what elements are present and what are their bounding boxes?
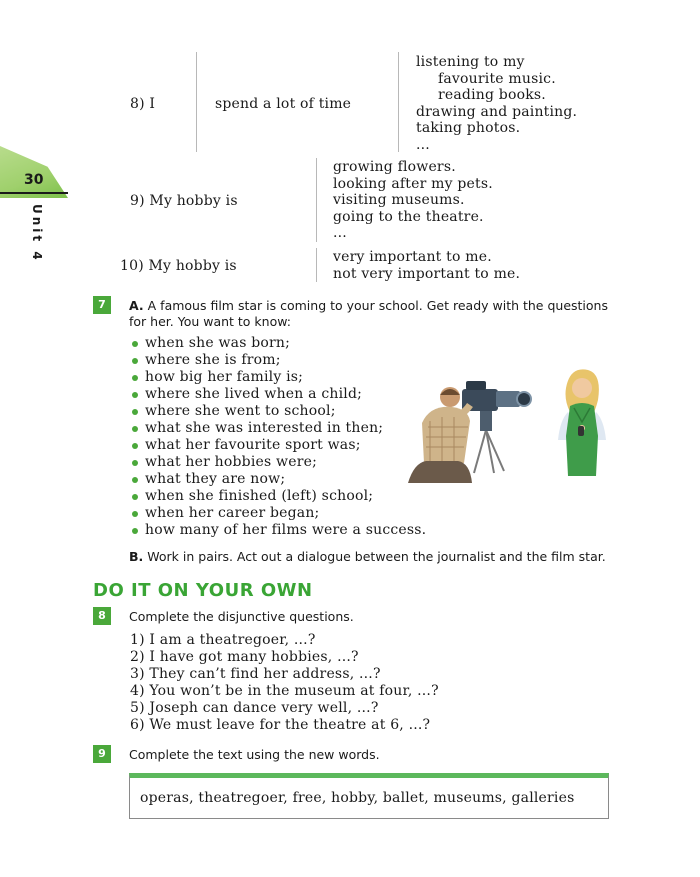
row10-divider: [316, 248, 317, 282]
row8-subject: 8) I: [130, 96, 156, 112]
question-list: [130, 335, 426, 539]
part-a-label: A.: [129, 298, 144, 313]
side-divider: [0, 192, 68, 194]
list-item: how big her family is;: [130, 369, 426, 386]
row8-option: listening to my: [416, 54, 525, 70]
part-b-text: Work in pairs. Act out a dialogue between the journalist and the film star.: [147, 549, 606, 564]
list-item: what she was interested in then;: [130, 420, 426, 437]
list-item: where she lived when a child;: [130, 386, 426, 403]
row9-option: growing flowers.: [333, 159, 456, 175]
section-heading: DO IT ON YOUR OWN: [93, 580, 313, 601]
row9-options: [333, 159, 493, 242]
exercise-7-instruction: [129, 298, 608, 330]
cameraman-illustration: [404, 375, 534, 485]
exercise-9-badge: 9: [93, 745, 111, 763]
list-item: where she went to school;: [130, 403, 426, 420]
row8-option: favourite music.: [438, 70, 556, 87]
list-item: 1) I am a theatregoer, ...?: [130, 632, 316, 648]
list-item: 5) Joseph can dance very well, ...?: [130, 700, 379, 716]
list-item: when her career began;: [130, 505, 426, 522]
row8-divider-2: [398, 52, 399, 152]
row10-subject: 10) My hobby is: [120, 258, 237, 274]
exercise-7-part-b: [129, 549, 606, 564]
row8-option: reading books.: [438, 87, 546, 103]
row10-option: very important to me.: [333, 249, 492, 265]
row8-option: drawing and painting.: [416, 103, 578, 120]
page-number: 30: [24, 172, 44, 188]
word-box: [129, 773, 609, 819]
row9-divider: [316, 158, 317, 242]
list-item: what her favourite sport was;: [130, 437, 426, 454]
word-box-text: operas, theatregoer, free, hobby, ballet, museums, galleries: [140, 790, 575, 806]
list-item: 2) I have got many hobbies, ...?: [130, 649, 359, 665]
row8-option: taking photos.: [416, 120, 521, 136]
exercise-8-badge: 8: [93, 607, 111, 625]
row9-option: visiting museums.: [333, 192, 465, 208]
exercise-7-badge: 7: [93, 296, 111, 314]
exercise-7-a-line2: for her. You want to know:: [129, 314, 291, 329]
list-item: what they are now;: [130, 471, 426, 488]
row9-option: looking after my pets.: [333, 175, 493, 192]
row9-option: going to the theatre.: [333, 208, 484, 225]
list-item: when she finished (left) school;: [130, 488, 426, 505]
row8-options: [416, 54, 577, 153]
row9-option: ...: [333, 225, 347, 241]
list-item: 4) You won’t be in the museum at four, ...?: [130, 683, 439, 699]
list-item: when she was born;: [130, 335, 426, 352]
row10-option: not very important to me.: [333, 265, 521, 282]
row9-subject: 9) My hobby is: [130, 193, 238, 209]
row10-options: [333, 249, 520, 282]
list-item: how many of her films were a success.: [130, 522, 426, 539]
exercise-8-list: [130, 632, 439, 734]
list-item: where she is from;: [130, 352, 426, 369]
list-item: 6) We must leave for the theatre at 6, ...?: [130, 717, 431, 733]
row8-verb: spend a lot of time: [215, 96, 352, 112]
film-star-illustration: [548, 366, 614, 478]
exercise-7-a-line1: A famous film star is coming to your school. Get ready with the questions: [147, 298, 608, 313]
list-item: 3) They can’t find her address, ...?: [130, 666, 381, 682]
exercise-9-instruction: Complete the text using the new words.: [129, 747, 380, 762]
part-b-label: B.: [129, 549, 144, 564]
row8-divider-1: [196, 52, 197, 152]
row8-option: ...: [416, 136, 430, 153]
exercise-8-instruction: Complete the disjunctive questions.: [129, 609, 354, 624]
unit-label: Unit 4: [30, 204, 44, 263]
list-item: what her hobbies were;: [130, 454, 426, 471]
